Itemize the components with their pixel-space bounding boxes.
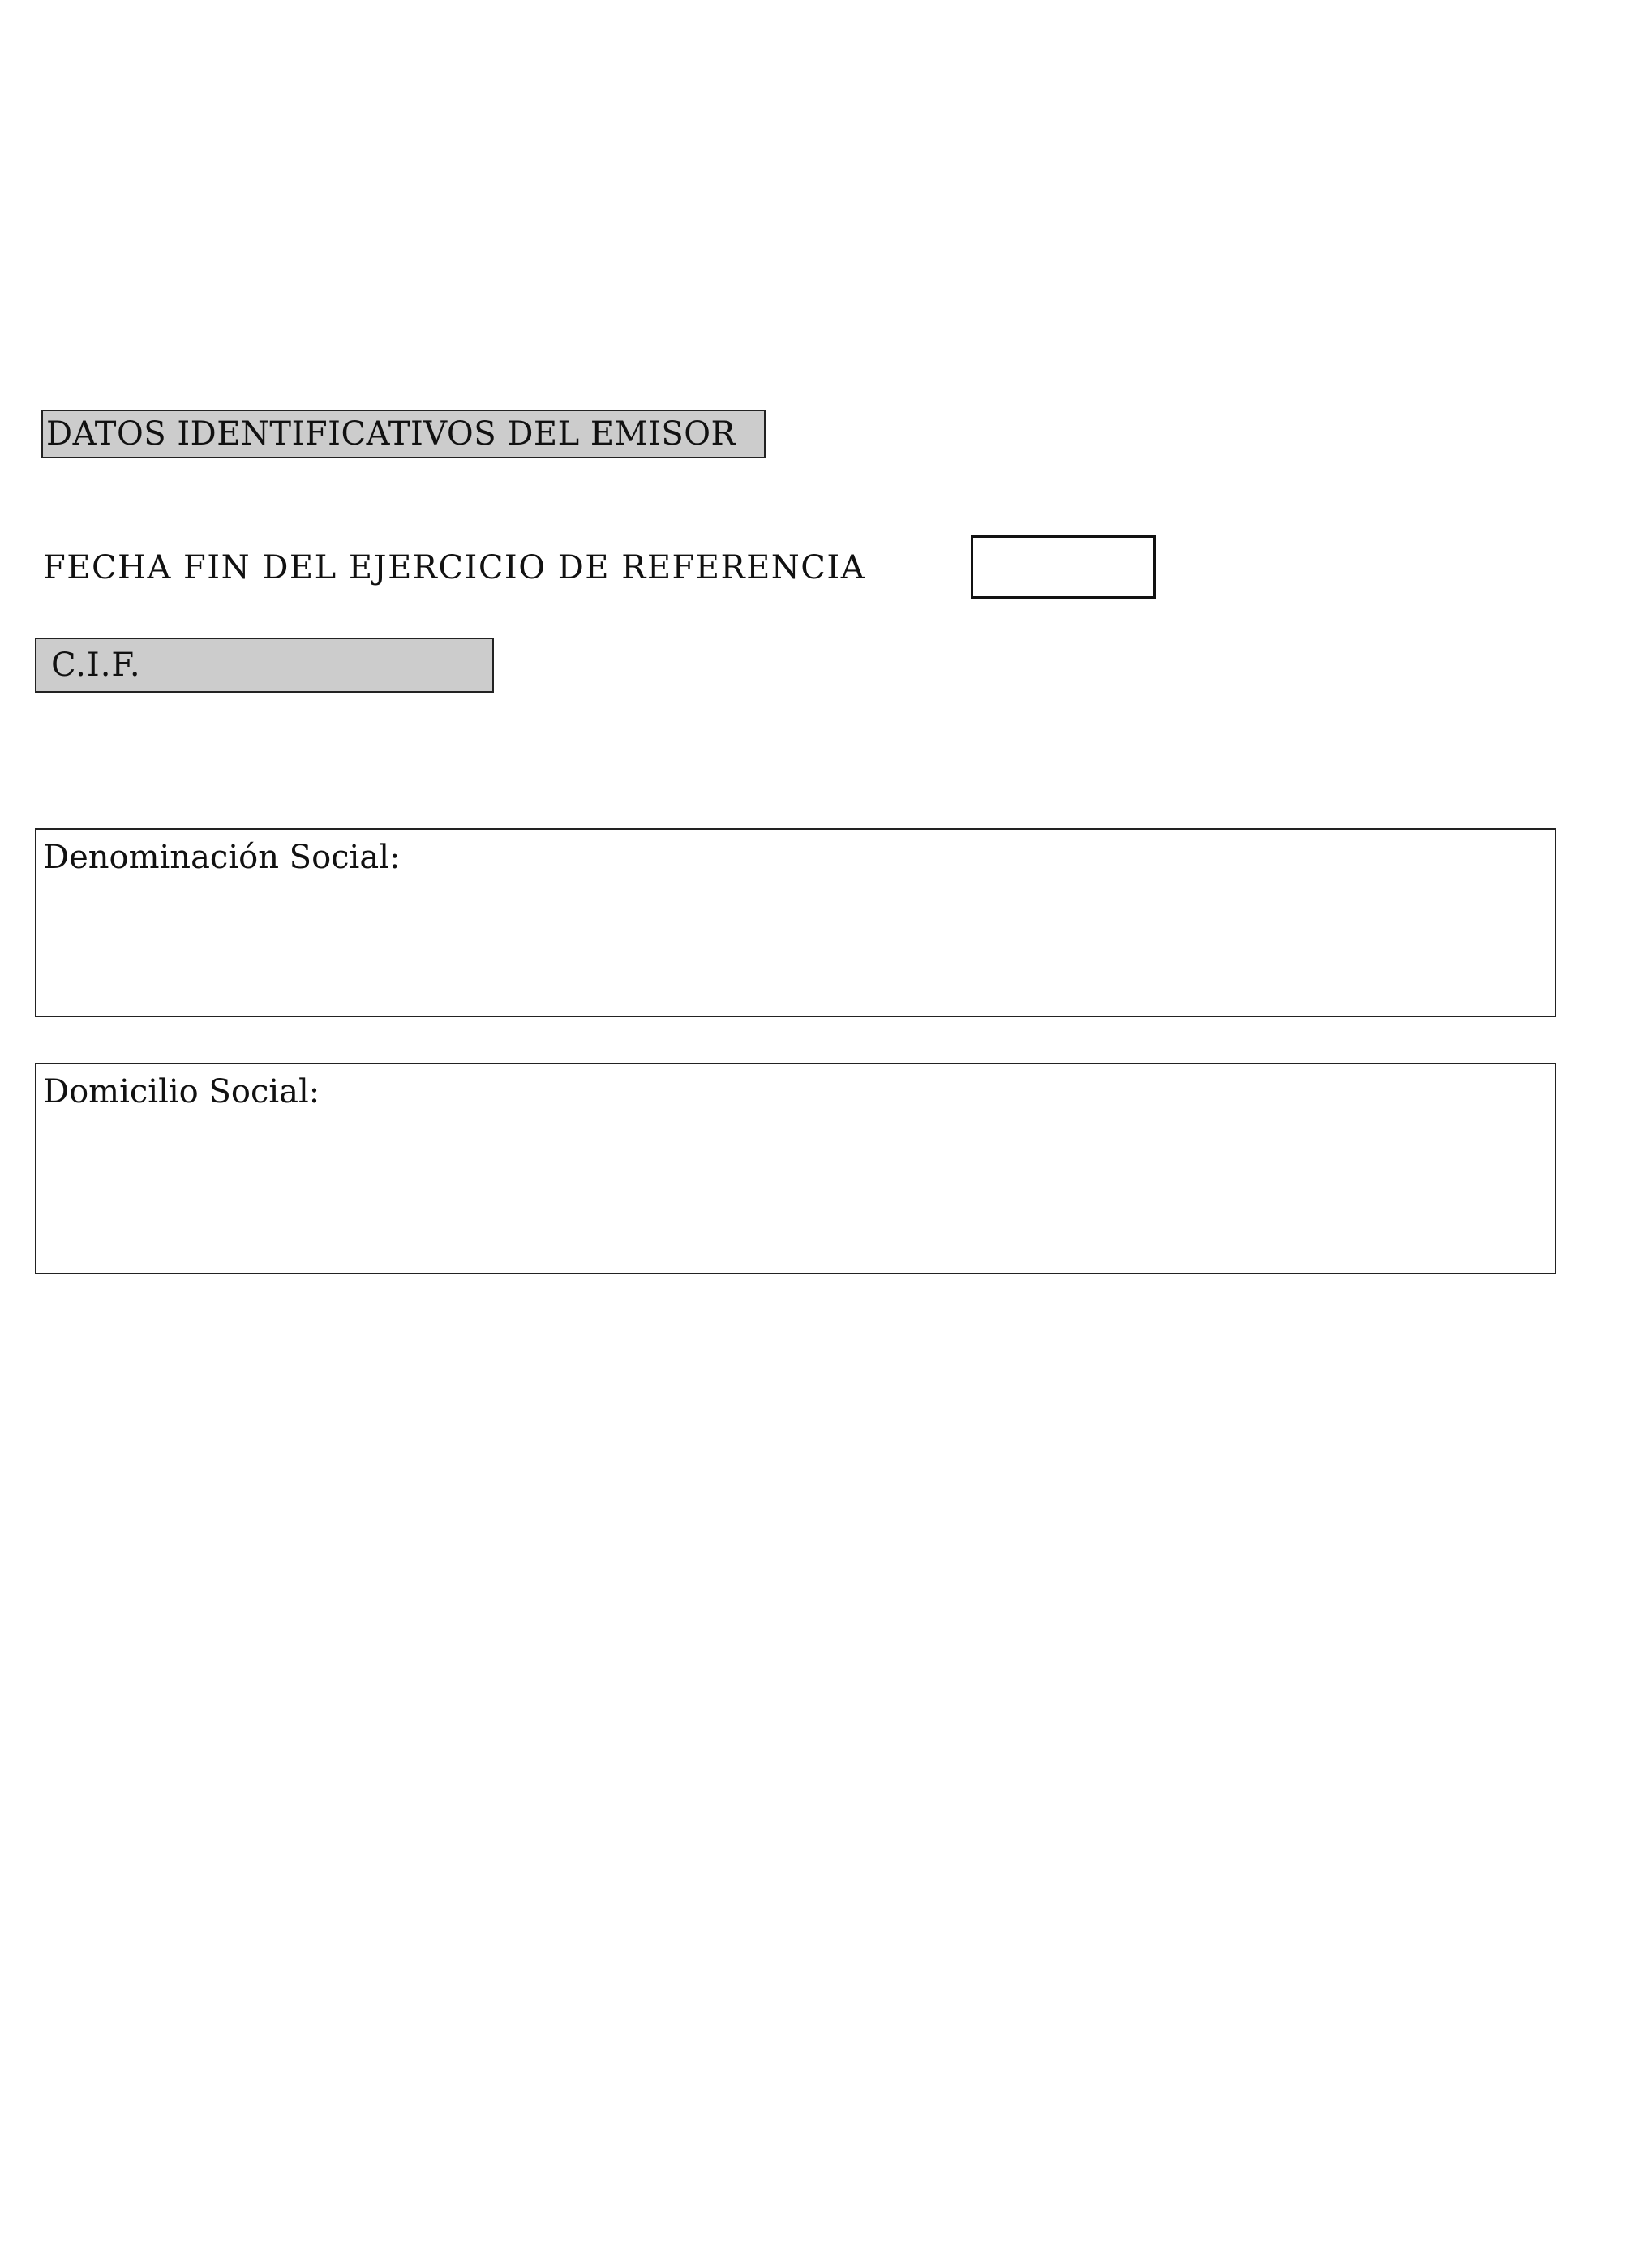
cif-field[interactable]: C.I.F. (35, 638, 494, 693)
fecha-fin-ejercicio-label: FECHA FIN DEL EJERCICIO DE REFERENCIA (43, 549, 866, 586)
fecha-fin-ejercicio-field[interactable] (971, 535, 1156, 599)
denominacion-social-field[interactable] (35, 828, 1556, 1017)
domicilio-social-field[interactable] (35, 1063, 1556, 1274)
domicilio-social-label: Domicilio Social: (43, 1073, 320, 1110)
denominacion-social-label: Denominación Social: (43, 839, 401, 876)
section-title: DATOS IDENTIFICATIVOS DEL EMISOR (41, 410, 766, 458)
